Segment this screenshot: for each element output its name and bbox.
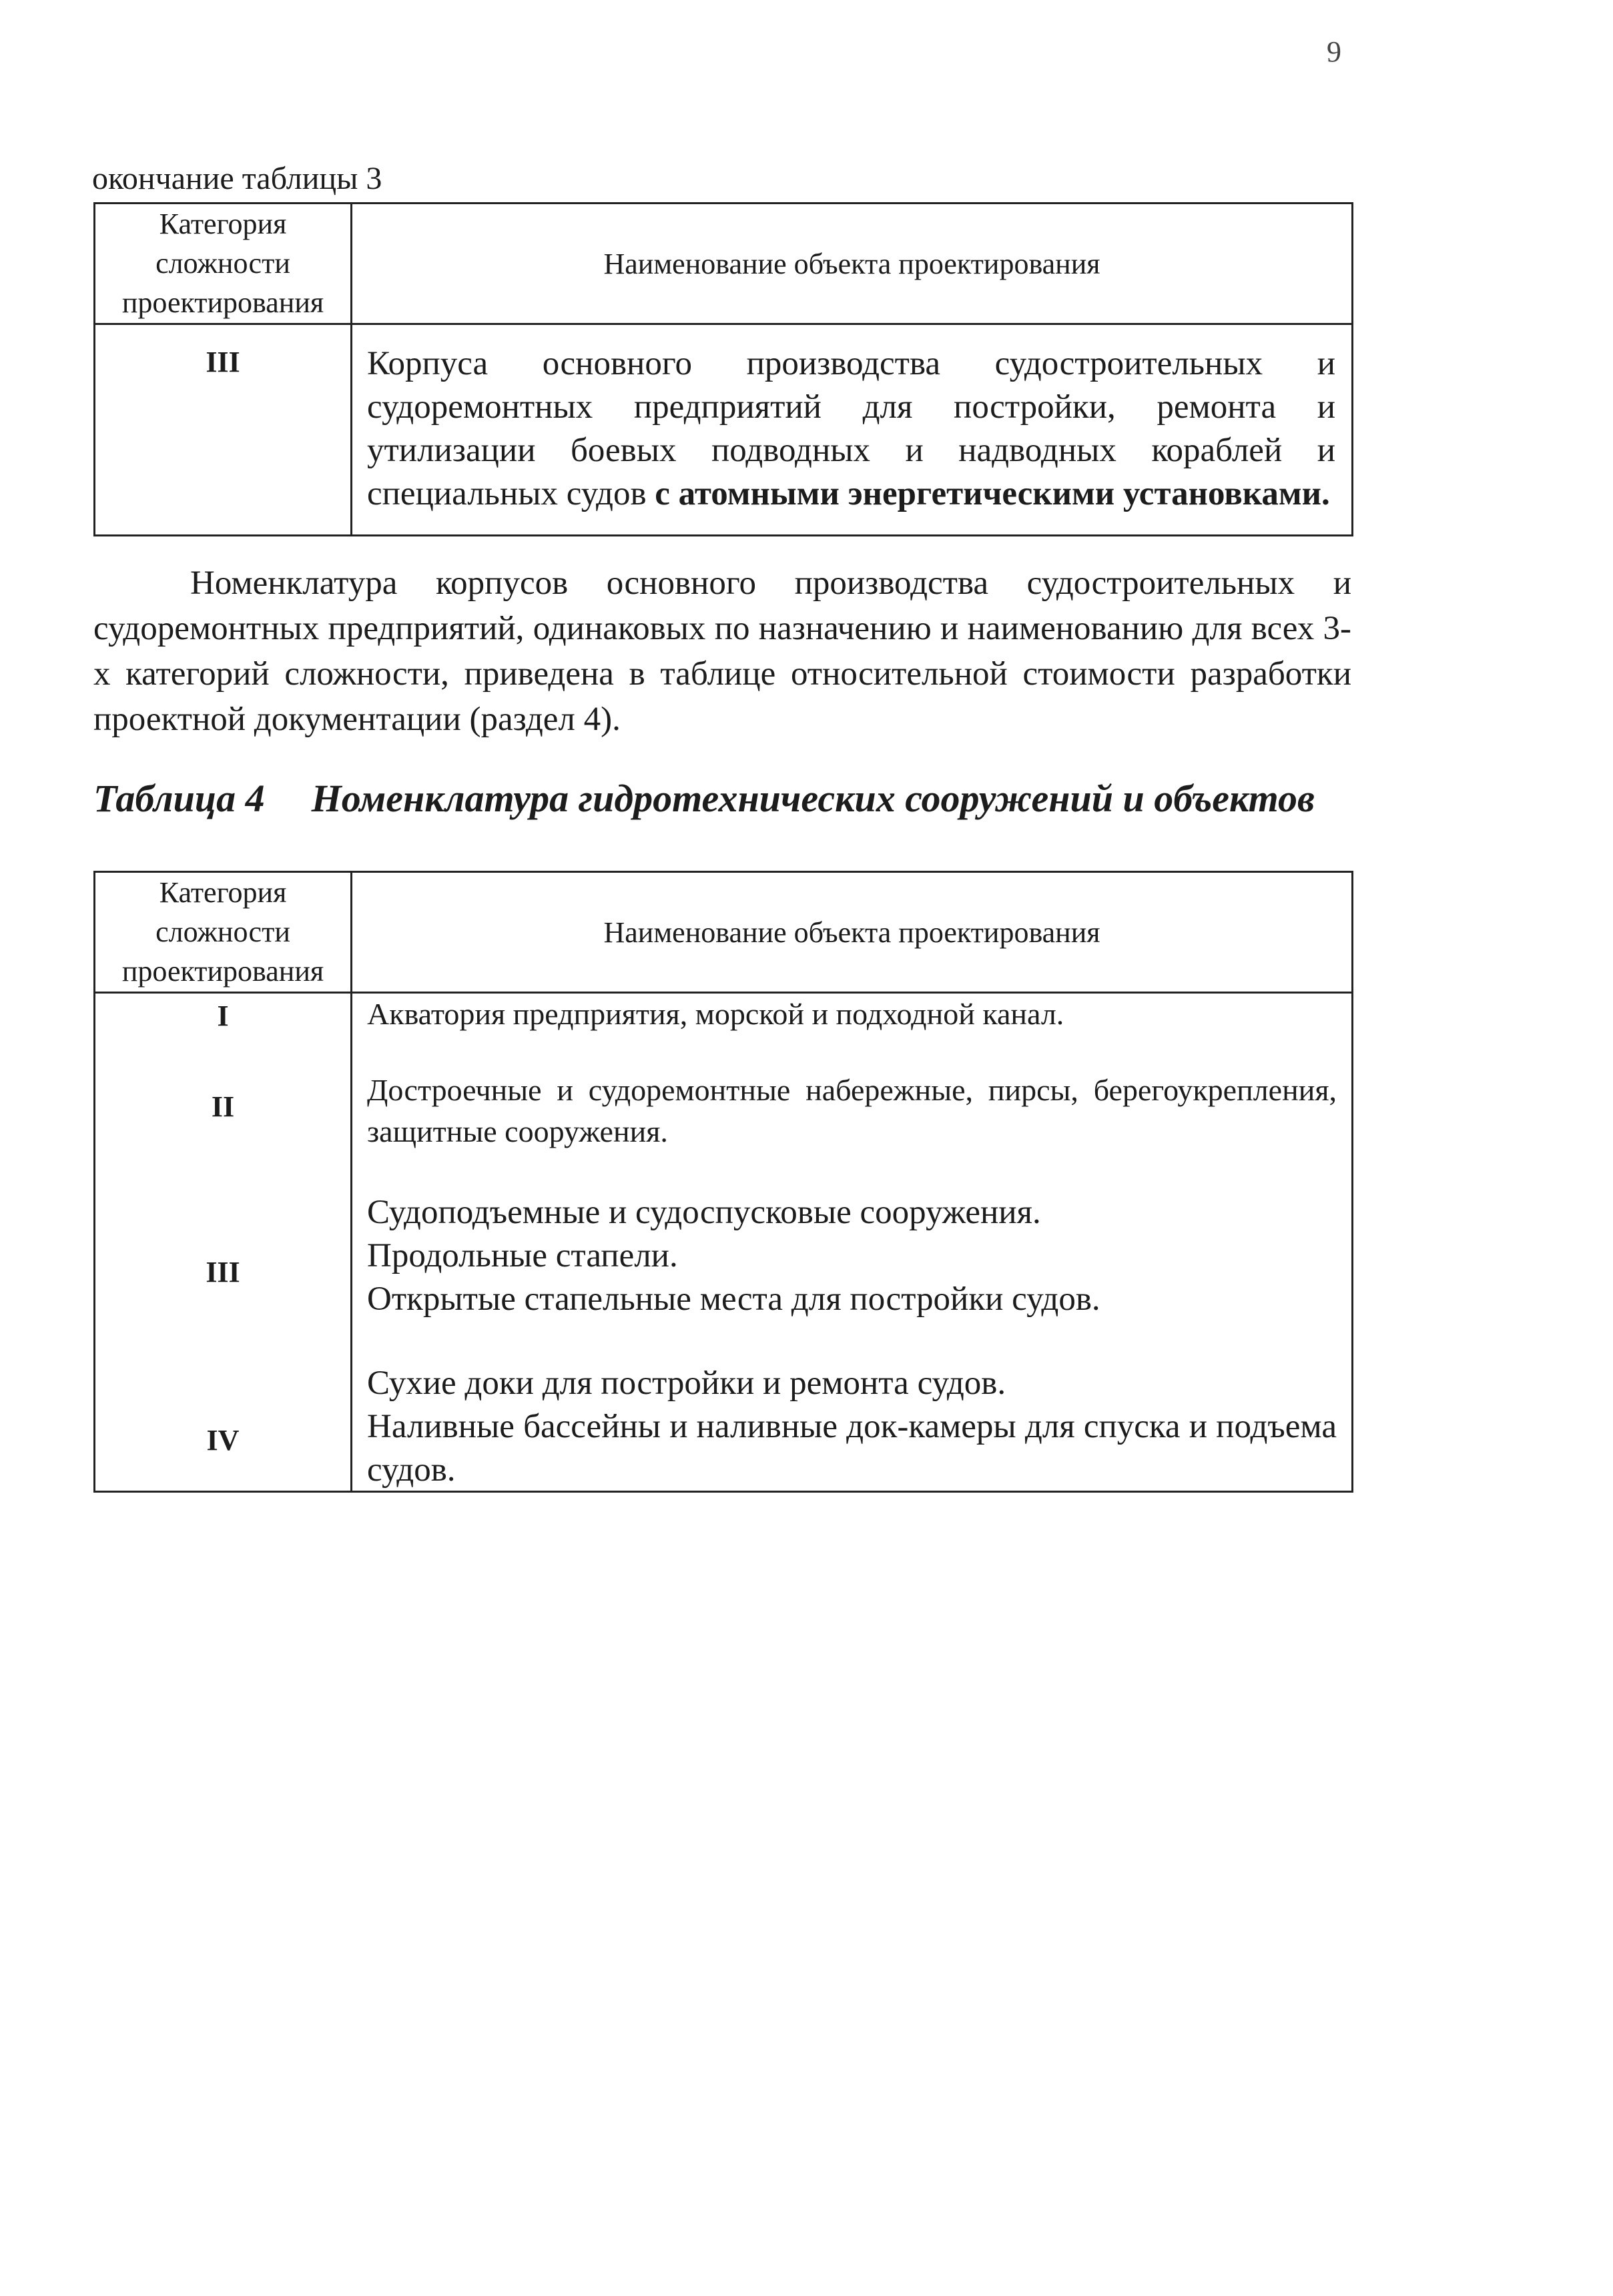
list-item (352, 1191, 1351, 1321)
list-item (352, 994, 1351, 1035)
object-name-line: Наливные бассейны и наливные док-камеры для спуска и подъема судов. (367, 1408, 1337, 1489)
category-cell: III (95, 324, 352, 536)
object-name-line: Продольные стапели. (367, 1237, 678, 1274)
table4-title (93, 776, 1315, 821)
table4-header-name: Наименование объекта проектирования (352, 872, 1353, 993)
object-name-line: Судоподъемные и судоспусковые сооружения. (367, 1194, 1041, 1231)
table4-header-row (95, 872, 1353, 993)
page-number: 9 (1327, 35, 1341, 68)
object-name-line: Достроечные и судоремонтные набережные, пирсы, берегоукрепления, защитные сооружения. (367, 1073, 1337, 1148)
header-category-line-2: сложности (155, 247, 290, 280)
category-cell: II (211, 1090, 235, 1123)
category-column (95, 993, 352, 1492)
table4-body-row (95, 993, 1353, 1492)
table-4 (93, 871, 1353, 1493)
header-category-line-1: Категория (159, 876, 287, 909)
table3-caption: окончание таблицы 3 (92, 161, 382, 196)
object-name-text: Корпуса основного производства судостроительных и судоремонтных предприятий для постройки, ремонта и утилизации боевых подводных и надводных кораблей и специальных судов (367, 345, 1335, 512)
category-cell: I (217, 1000, 229, 1032)
category-cell: III (206, 1256, 240, 1288)
table4-title-label: Таблица 4 (93, 777, 265, 820)
object-name-line: Акватория предприятия, морской и подходной канал. (367, 997, 1064, 1031)
header-category-line-3: проектирования (121, 286, 324, 319)
object-name-column (352, 993, 1353, 1492)
table3-header-name: Наименование объекта проектирования (352, 204, 1353, 324)
table-3 (93, 202, 1353, 536)
object-name-bold-text: с атомными энергетическими установками. (655, 475, 1330, 512)
list-item (352, 1362, 1351, 1492)
object-name-line: Открытые стапельные места для постройки судов. (367, 1280, 1100, 1318)
table3-header-category (95, 204, 352, 324)
category-cell: IV (206, 1424, 240, 1457)
header-category-line-3: проектирования (121, 955, 324, 988)
list-item (352, 1070, 1351, 1152)
header-category-line-2: сложности (155, 915, 290, 948)
table3-header-row (95, 204, 1353, 324)
table-row (95, 324, 1353, 536)
header-category-line-1: Категория (159, 208, 287, 240)
table4-header-category (95, 872, 352, 993)
table4-title-text: Номенклатура гидротехнических сооружений и объектов (311, 777, 1315, 820)
body-paragraph: Номенклатура корпусов основного производства судостроительных и судоремонтных предприятий, одинаковых по назначению и наименованию для всех 3-х категорий сложности, приведена в таблице относительной стоимости разработки проектной документации (раздел 4). (93, 564, 1351, 738)
object-name-line: Сухие доки для постройки и ремонта судов. (367, 1365, 1006, 1402)
object-name-cell (352, 324, 1353, 536)
